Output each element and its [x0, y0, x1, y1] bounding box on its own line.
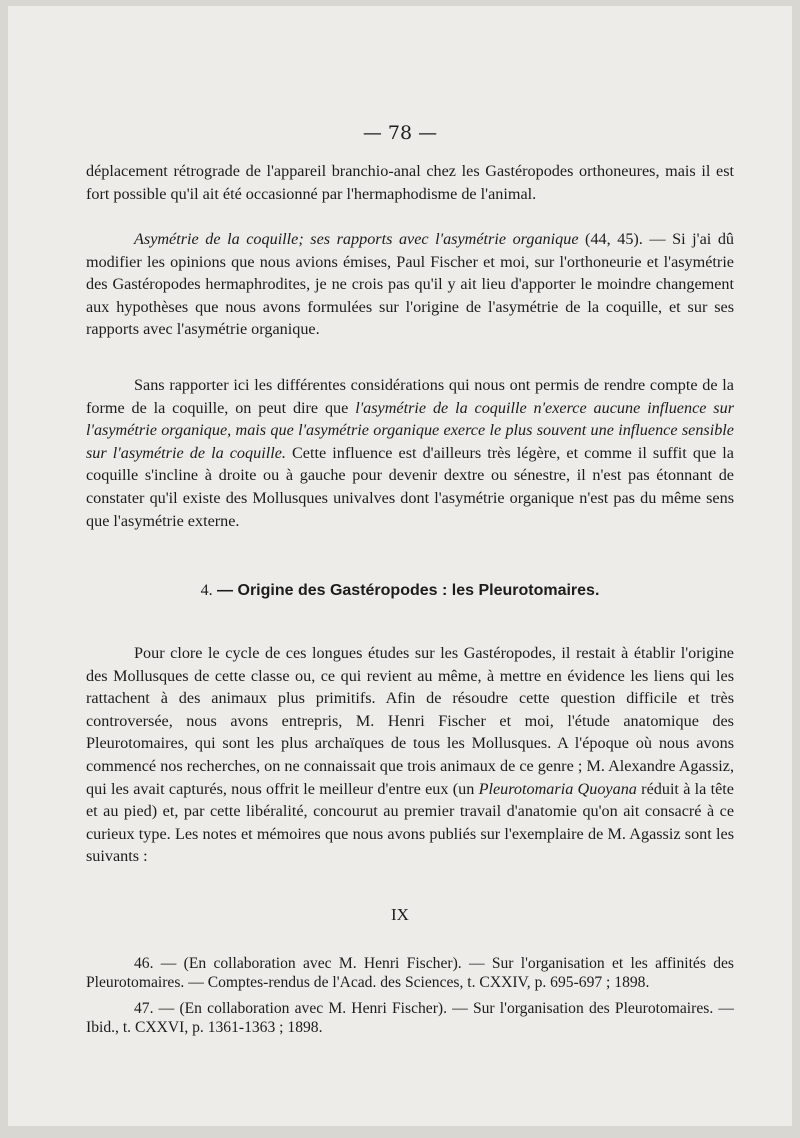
section-number: 4.	[200, 582, 213, 599]
bibliography-entry: 47. — (En collaboration avec M. Henri Fischer). — Sur l'organisation des Pleurotomaires. — Ibid., t. CXXVI, p. 1361-1363 ; 1898.	[86, 1000, 734, 1036]
section-lead-refs: (44, 45).	[578, 230, 643, 248]
bibliography-notes	[86, 954, 734, 1044]
paragraph-text: Pour clore le cycle de ces longues études sur les Gastéropodes, il restait à établir l'origine des Mollusques de cette classe ou, ce qui revient au même, à mettre en évidence les liens qui les rattachent à des animaux plus primitifs. Afin de résoudre cette question difficile et très controversée, nous avons entrepris, M. Henri Fischer et moi, l'étude anatomique des Pleurotomaires, qui sont les plus archaïques de tous les Mollusques. A l'époque où nous avons commencé nos recherches, on ne connaissait que trois animaux de ce genre ; M. Alexandre Agassiz, qui les avait capturés, nous offrit le meilleur d'entre eux (un	[86, 644, 734, 798]
section-lead-italic: Asymétrie de la coquille; ses rapports avec l'asymétrie organique	[134, 230, 579, 248]
paragraph-continuation	[86, 160, 734, 205]
paragraph-text: déplacement rétrograde de l'appareil branchio-anal chez les Gastéropodes orthoneures, mais il est fort possible qu'il ait été occasionné par l'hermaphodisme de l'animal.	[86, 162, 734, 203]
paragraph-text: réduit à la tête et au pied) et, par cette libéralité, concourut au premier travail d'anatomie qu'on ait consacré à ce curieux type. Les notes et mémoires que nous avons publiés sur l'exemplaire de M. Agassiz sont les suivants :	[86, 779, 734, 866]
section-heading	[8, 582, 792, 600]
paragraph-text: — Si j'ai dû modifier les opinions que nous avions émises, Paul Fischer et moi, sur l'orthoneurie et l'asymétrie des Gastéropodes hermaphrodites, je ne crois pas qu'il y ait lieu d'apporter le moindre changement aux hypothèses que nous avons formulées sur l'origine de l'asymétrie de la coquille, et sur ses rapports avec l'asymétrie organique.	[86, 230, 735, 339]
section-title: — Origine des Gastéropodes : les Pleurotomaires.	[217, 582, 600, 599]
paragraph-shell-form	[86, 374, 734, 532]
paragraph-text: Cette influence est d'ailleurs très légère, et comme il suffit que la coquille s'incline à droite ou à gauche pour devenir dextre ou sénestre, il n'est pas étonnant de constater qu'il existe des Mollusques univalves dont l'asymétrie organique n'est pas du même sens que l'asymétrie externe.	[86, 443, 734, 530]
page	[8, 6, 792, 1126]
page-number: — 78 —	[362, 122, 438, 144]
species-name: Pleurotomaria Quoyana	[478, 779, 637, 798]
paragraph-pleurotomaires	[86, 642, 734, 868]
paragraph-asymmetry	[86, 228, 734, 341]
italic-statement: l'asymétrie de la coquille n'exerce aucune influence sur l'asymétrie organique, mais que l'asymétrie organique exerce le plus souvent une influence sensible sur l'asymétrie de la coquille.	[86, 398, 734, 462]
bibliography-entry: 46. — (En collaboration avec M. Henri Fischer). — Sur l'organisation et les affinités des Pleurotomaires. — Comptes-rendus de l'Acad. des Sciences, t. CXXIV, p. 695-697 ; 1898.	[86, 955, 734, 991]
paragraph-text: Sans rapporter ici les différentes considérations qui nous ont permis de rendre compte de la forme de la coquille, on peut dire que	[86, 376, 734, 417]
signature-mark: IX	[391, 905, 409, 924]
